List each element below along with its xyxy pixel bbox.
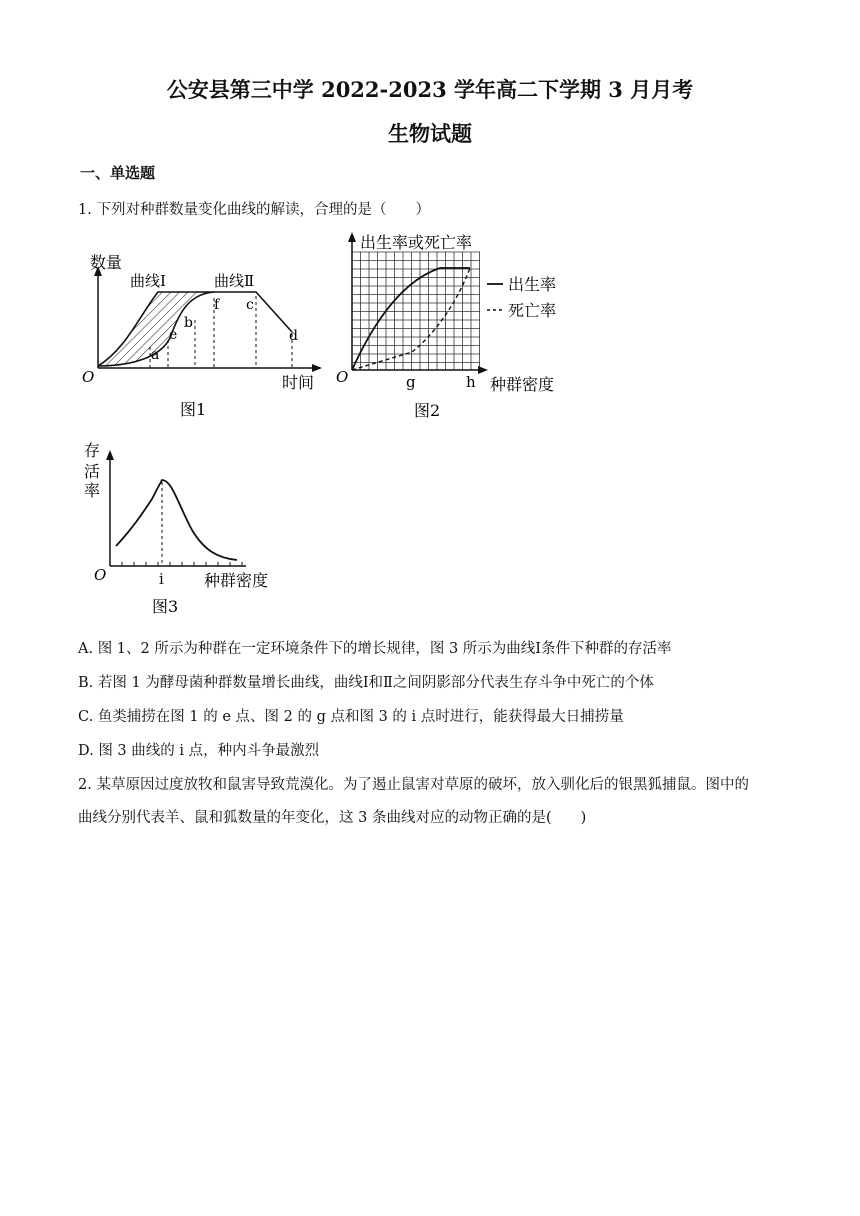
option-a: A. 图 1、2 所示为种群在一定环境条件下的增长规律，图 3 所示为曲线Ⅰ条件下种群的存活率 (78, 641, 672, 657)
fig1-caption: 图1 (180, 400, 207, 419)
section-heading: 一、单选题 (80, 164, 156, 182)
fig1-point-b: b (184, 315, 193, 331)
fig1-curve-1-label: 曲线Ⅰ (130, 272, 166, 290)
figure-1 (80, 230, 330, 425)
fig2-origin: O (336, 368, 349, 386)
page-subtitle: 生物试题 (388, 121, 472, 146)
fig1-point-d: d (289, 328, 298, 344)
fig2-tick-g: g (406, 373, 416, 391)
fig2-legend-death: 死亡率 (508, 301, 557, 320)
fig2-legend-birth: 出生率 (508, 275, 557, 294)
fig1-y-label: 数量 (90, 253, 123, 272)
fig3-x-label: 种群密度 (204, 571, 269, 590)
page-title: 公安县第三中学 2022-2023 学年高二下学期 3 月月考 (166, 77, 694, 102)
fig1-origin: O (82, 368, 95, 386)
fig1-x-label: 时间 (282, 373, 315, 392)
option-b: B. 若图 1 为酵母菌种群数量增长曲线，曲线Ⅰ和Ⅱ之间阴影部分代表生存斗争中死亡的个体 (78, 675, 654, 691)
question-1-stem: 1. 下列对种群数量变化曲线的解读，合理的是（ ） (78, 202, 430, 218)
question-2-line-2: 曲线分别代表羊、鼠和狐数量的年变化，这 3 条曲线对应的动物正确的是( ) (78, 810, 587, 826)
fig3-tick-i: i (159, 570, 164, 588)
option-c: C. 鱼类捕捞在图 1 的 e 点、图 2 的 g 点和图 3 的 i 点时进行，能获得最大日捕捞量 (78, 709, 624, 725)
fig2-y-arrow (348, 232, 356, 242)
fig1-curve-2-label: 曲线Ⅱ (214, 272, 255, 290)
fig3-y-label-3: 率 (84, 481, 101, 500)
fig3-y-arrow (106, 450, 114, 460)
fig3-survival-curve (116, 480, 237, 560)
option-d: D. 图 3 曲线的 i 点，种内斗争最激烈 (78, 743, 320, 759)
fig2-x-arrow (478, 366, 488, 374)
fig2-tick-h: h (466, 373, 476, 391)
fig1-point-c: c (246, 297, 254, 313)
fig2-grid (352, 252, 480, 370)
fig3-y-label-2: 活 (84, 462, 101, 481)
fig1-point-a: a (151, 347, 160, 363)
fig2-birth-curve (352, 268, 470, 370)
fig1-point-e: e (169, 327, 178, 343)
fig2-y-label: 出生率或死亡率 (360, 233, 473, 252)
fig2-x-label: 种群密度 (490, 375, 555, 394)
fig3-origin: O (94, 566, 107, 584)
fig1-x-arrow (312, 364, 322, 372)
fig2-caption: 图2 (414, 401, 441, 420)
figure-2 (330, 228, 580, 428)
question-2-line-1: 2. 某草原因过度放牧和鼠害导致荒漠化。为了遏止鼠害对草原的破坏，放入驯化后的银黑狐捕鼠。图中的 (78, 777, 749, 793)
fig1-point-f: f (214, 297, 220, 313)
figure-3 (82, 434, 292, 620)
fig3-caption: 图3 (152, 597, 179, 616)
fig3-y-label-1: 存 (84, 441, 101, 460)
